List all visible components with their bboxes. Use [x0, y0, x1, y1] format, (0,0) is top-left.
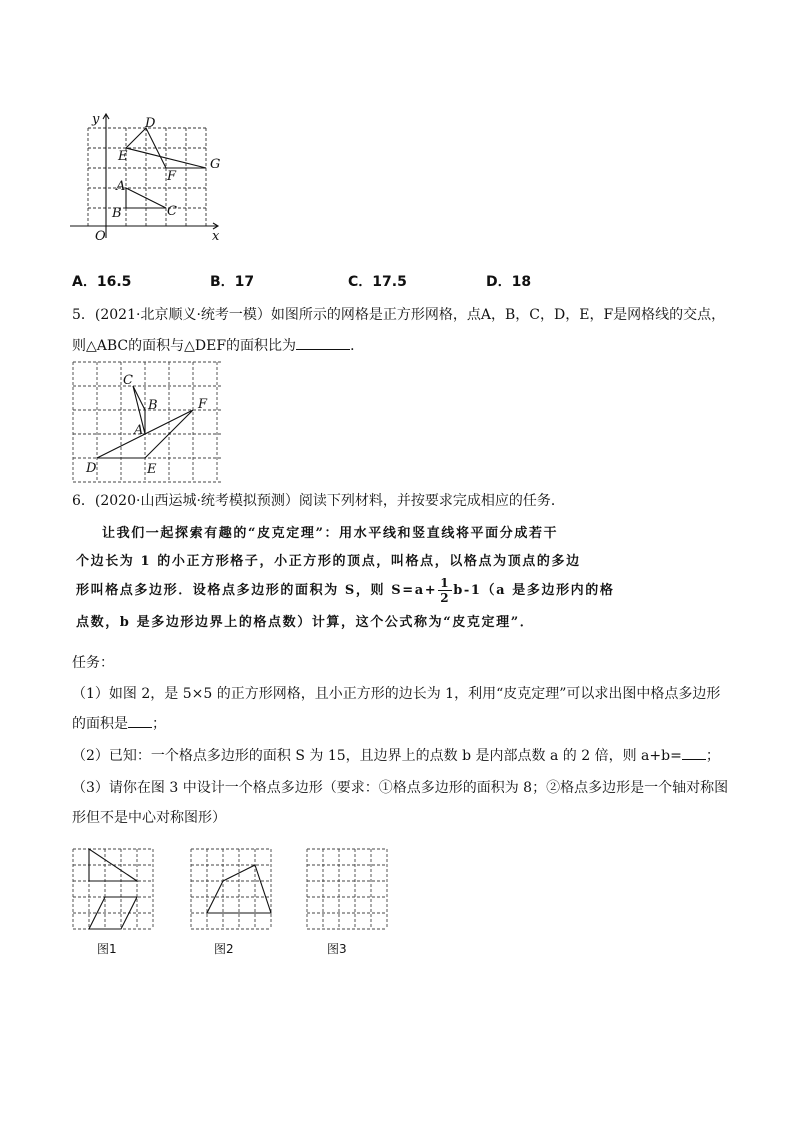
- q6-intro: 6．(2020·山西运城·统考模拟预测）阅读下列材料，并按要求完成相应的任务．: [72, 493, 565, 509]
- material-line1: 让我们一起探索有趣的“皮克定理”：用水平线和竖直线将平面分成若干: [102, 526, 559, 541]
- task2-text: （2）已知：一个格点多边形的面积 S 为 15，且边界上的点数 b 是内部点数 a 的 2 倍，则 a+b=: [72, 748, 682, 764]
- q5-point-a-label: A: [134, 423, 144, 438]
- q5-point-d-label: D: [86, 461, 97, 476]
- x-axis-label: x: [212, 229, 220, 244]
- point-f-label: F: [167, 169, 177, 184]
- q5-point-f-label: F: [198, 397, 208, 412]
- task1-text: 的面积是: [72, 716, 128, 732]
- q5-point-c-label: C: [123, 373, 133, 388]
- task2-line: [72, 745, 720, 767]
- caption-figure-3: 图3: [327, 942, 347, 956]
- point-e-label: E: [118, 149, 128, 164]
- material-line4: 点数，b 是多边形边界上的格点数）计算，这个公式称为“皮克定理”．: [76, 615, 535, 630]
- material-line3: [76, 576, 614, 605]
- q4-option-c: C．17.5: [348, 274, 407, 290]
- q4-option-b: B．17: [210, 274, 255, 290]
- task2-end: ；: [705, 748, 720, 764]
- task1-end: ；: [152, 716, 166, 732]
- q4-option-a: A．16.5: [72, 274, 132, 290]
- fraction-denominator: 2: [440, 591, 451, 605]
- task3-line2: 形但不是中心对称图形）: [72, 810, 226, 826]
- fraction-half: [438, 576, 452, 605]
- origin-label: O: [95, 229, 106, 244]
- fraction-numerator: 1: [440, 576, 451, 590]
- task-heading: 任务：: [72, 655, 114, 671]
- y-axis-label: y: [92, 112, 100, 127]
- q5-question-text: 则△ABC的面积与△DEF的面积比为: [72, 338, 297, 354]
- point-d-label: D: [145, 116, 156, 131]
- task1-line2: [72, 713, 166, 735]
- q5-point-e-label: E: [147, 462, 157, 477]
- q5-figure: [72, 361, 222, 485]
- point-b-label: B: [112, 206, 122, 221]
- material-line3-post: b-1（a 是多边形内的格: [453, 583, 615, 598]
- q4-option-d: D．18: [486, 274, 532, 290]
- caption-figure-2: 图2: [214, 942, 234, 956]
- task3-line1: （3）请你在图 3 中设计一个格点多边形（要求：①格点多边形的面积为 8；②格点多边形是一个轴对称图: [72, 780, 729, 796]
- q5-period: ．: [350, 338, 365, 354]
- material-line2: 个边长为 1 的小正方形格子，小正方形的顶点，叫格点，以格点为顶点的多边: [76, 554, 581, 569]
- point-c-label: C: [167, 204, 177, 219]
- point-g-label: G: [210, 157, 221, 172]
- point-a-label: A: [116, 179, 126, 194]
- q5-point-b-label: B: [148, 398, 158, 413]
- q5-line1: 5．(2021·北京顺义·统考一模）如图所示的网格是正方形网格，点A，B，C，D，E，F是网格线的交点，: [72, 307, 726, 323]
- figure-2: [190, 848, 274, 932]
- figure-1: [72, 848, 156, 932]
- task1-line1: （1）如图 2，是 5×5 的正方形网格，且小正方形的边长为 1，利用“皮克定理”可以求出图中格点多边形: [72, 686, 721, 702]
- q4-figure: [70, 108, 230, 248]
- figure-3[interactable]: [306, 848, 390, 932]
- answer-blank[interactable]: [682, 745, 706, 760]
- material-line3-pre: 形叫格点多边形．设格点多边形的面积为 S，则 S=a+: [76, 583, 438, 598]
- answer-blank[interactable]: [296, 335, 350, 350]
- answer-blank[interactable]: [128, 713, 152, 728]
- caption-figure-1: 图1: [97, 942, 117, 956]
- q5-line2: [72, 335, 364, 357]
